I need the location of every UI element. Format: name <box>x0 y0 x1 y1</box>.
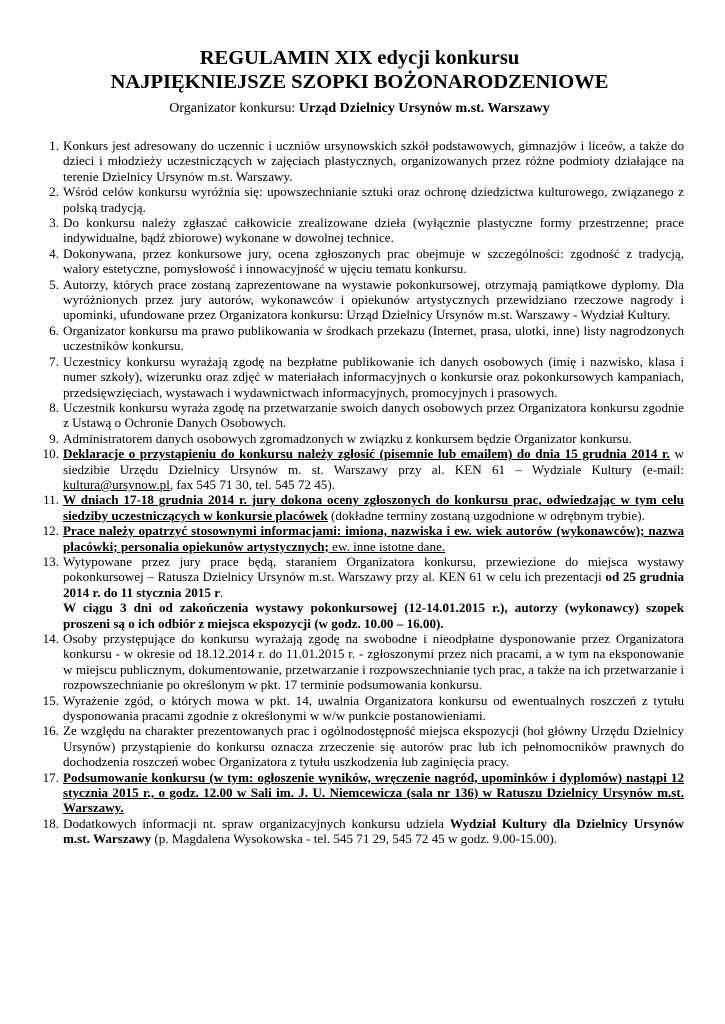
organizer-name: Urząd Dzielnicy Ursynów m.st. Warszawy <box>298 101 550 116</box>
title-line-1: REGULAMIN XIX edycji konkursu <box>199 47 520 69</box>
rules-list <box>35 138 684 847</box>
rule-item: 13. Wytypowane przez jury prace będą, staraniem Organizatora konkursu, przewiezione do miejsca wystawy pokonkursowej – Ratusza Dzielnicy Ursynów m.st. Warszawy przy al. KEN 61 w celu ich prezentacji od 25 grudnia 2014 r. do 11 stycznia 2015 r. W ciągu 3 dni od zakończenia wystawy pokonkursowej (12-14.01.2015 r.), autorzy (wykonawcy) szopek proszeni są o ich odbiór z miejsca ekspozycji (w godz. 10.00 – 16.00). <box>42 553 685 631</box>
rule-item: 3. Do konkursu należy zgłaszać całkowicie zrealizowane dzieła (wyłącznie plastyczne formy przestrzenne; prace indywidualne, bądź zbiorowe) wykonane w dowolnej technice. <box>49 215 684 246</box>
rule-item: 9. Administratorem danych osobowych zgromadzonych w związku z konkursem będzie Organizator konkursu. <box>49 430 632 446</box>
rule-item: 12. Prace należy opatrzyć stosownymi informacjami: imiona, nazwiska i ew. wiek autorów (wykonawców); nazwa placówki; personalia opiekunów artystycznych; ew. inne istotne dane. <box>42 523 684 554</box>
rule-item: 6. Organizator konkursu ma prawo publikowania w środkach przekazu (Internet, prasa, ulotki, inne) listy nagrodzonych uczestników konkursu. <box>49 322 684 354</box>
rule-item: 5. Autorzy, których prace zostaną zaprezentowane na wystawie pokonkursowej, otrzymają pamiątkowe dyplomy. Dla wyróżnionych przez jury autorów, wykonawców i opiekunów artystycznych przewidziano rzeczowe nagrody i upominki, ufundowane przez Organizatora konkursu: Urząd Dzielnicy Ursynów m.st. Warszawy - Wydział Kultury. <box>49 276 684 323</box>
rule-item: 4. Dokonywana, przez konkursowe jury, ocena zgłoszonych prac obejmuje w szczególności: zgodność z tradycją, walory estetyczne, pomysłowość i innowacyjność w ujęciu tematu konkursu. <box>49 245 684 277</box>
rule-item: 17. Podsumowanie konkursu (w tym: ogłoszenie wyników, wręczenie nagród, upominków i dyplomów) nastąpi 12 stycznia 2015 r., o godz. 12.00 w Sali im. J. U. Niemcewicza (sala nr 136) w Ratuszu Dzielnicy Ursynów m.st. Warszawy. <box>42 769 684 816</box>
rule-item: 1. Konkurs jest adresowany do uczennic i uczniów ursynowskich szkół podstawowych, gimnazjów i liceów, a także do dzieci i młodzieży uczestniczących w zajęciach plastycznych, organizowanych przez różne podmioty działające na terenie Dzielnicy Ursynów m.st. Warszawy. <box>49 138 684 184</box>
email-link[interactable]: kultura@ursynow.pl <box>63 476 170 492</box>
rule-item: 18. Dodatkowych informacji nt. spraw organizacyjnych konkursu udziela Wydział Kultury dla Dzielnicy Ursynów m.st. Warszawy (p. Magdalena Wysokowska - tel. 545 71 29, 545 72 45 w godz. 9.00-15.00). <box>42 815 684 847</box>
rule-item: 14. Osoby przystępujące do konkursu wyrażają zgodę na swobodne i nieodpłatne dysponowanie przez Organizatora konkursu - w okresie od 18.12.2014 r. do 11.01.2015 r. - zgłoszonymi przez nich pracami, a w tym na eksponowanie w miejscu publicznym, dokumentowanie, przetwarzanie i rozpowszechnianie tych prac, a także na ich przetwarzanie i rozpowszechnianie po określonym w pkt. 17 terminie podsumowania konkursu. <box>42 631 684 693</box>
rule-item: 8. Uczestnik konkursu wyraża zgodę na przetwarzanie swoich danych osobowych przez Organizatora konkursu zgodnie z Ustawą o Ochronie Danych Osobowych. <box>49 399 684 431</box>
rule-item: 7. Uczestnicy konkursu wyrażają zgodę na bezpłatne publikowanie ich danych osobowych (imię i nazwisko, klasa i numer szkoły), wizerunku oraz zdjęć w materiałach informacyjnych o konkursie oraz pokonkursowych kampaniach, przedsięwzięciach, wystawach i wydawnictwach informacyjnych, promocyjnych i prasowych. <box>49 353 684 400</box>
rule-item: 11. W dniach 17-18 grudnia 2014 r. jury dokona oceny zgłoszonych do konkursu prac, odwiedzając w tym celu siedziby uczestniczących w konkursie placówek (dokładne terminy zostaną uzgodnione w odrębnym trybie). <box>43 492 684 523</box>
title-line-2: NAJPIĘKNIEJSZE SZOPKI BOŻONARODZENIOWE <box>110 71 609 93</box>
rule-item: 15. Wyrażenie zgód, o których mowa w pkt. 14, uwalnia Organizatora konkursu od ewentualnych roszczeń z tytułu dysponowania pracami zgodnie z określonymi w w/w punkcie postanowieniami. <box>42 692 684 724</box>
organizer-label: Organizator konkursu: <box>169 101 296 116</box>
rule-item: 10. Deklaracje o przystąpieniu do konkursu należy zgłosić (pisemnie lub emailem) do dnia 15 grudnia 2014 r. w siedzibie Urzędu Dzielnicy Ursynów m. st. Warszawy przy al. KEN 61 – Wydziale Kultury (e-mail: kultura@ursynow.pl, fax 545 71 30, tel. 545 72 45). <box>42 446 684 492</box>
rule-item: 2. Wśród celów konkursu wyróżnia się: upowszechnianie sztuki oraz ochronę dziedzictwa kulturowego, związanego z polską tradycją. <box>49 184 684 215</box>
rule-item: 16. Ze względu na charakter prezentowanych prac i ogólnodostępność miejsca ekspozycji (hol główny Urzędu Dzielnicy Ursynów) przystąpienie do konkursu oznacza zrzeczenie się autorów prac lub ich pełnomocników prawnych do dochodzenia roszczeń wobec Organizatora z tytułu uszkodzenia lub zaginięcia pracy. <box>42 723 684 770</box>
organizer-line <box>35 100 684 117</box>
